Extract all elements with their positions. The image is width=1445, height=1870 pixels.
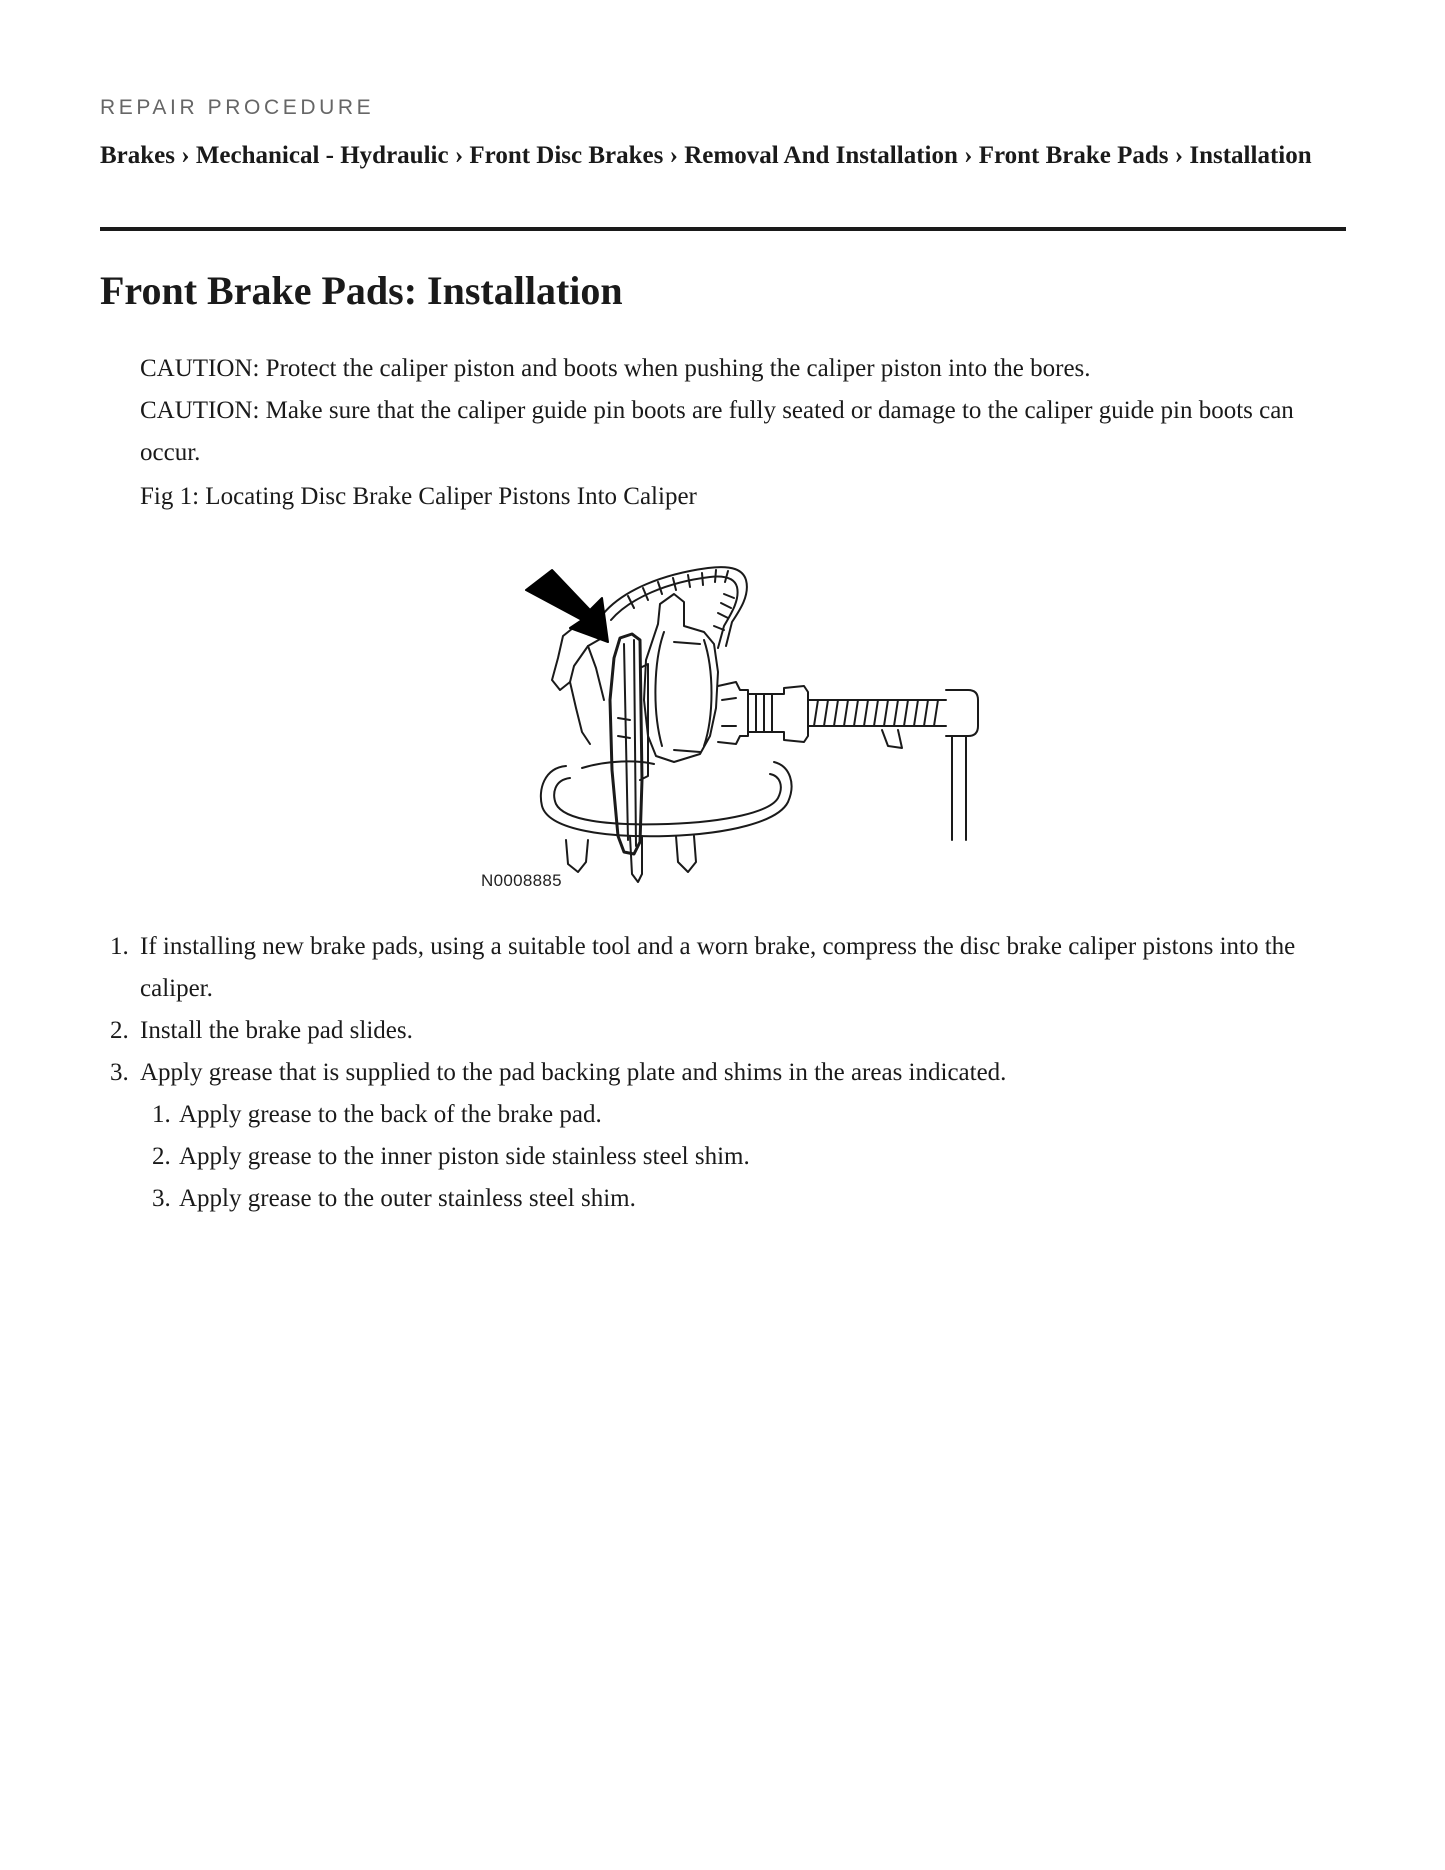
step-number: 1. <box>110 933 129 960</box>
substep-text: Apply grease to the inner piston side stainless steel shim. <box>179 1143 750 1170</box>
step-number: 3. <box>110 1059 129 1086</box>
breadcrumb-item-mechanical-hydraulic[interactable]: Mechanical - Hydraulic <box>195 142 449 169</box>
list-item <box>110 926 1345 1010</box>
breadcrumb-item-installation: Installation <box>1189 142 1312 169</box>
page-title: Front Brake Pads: Installation <box>100 268 623 313</box>
list-item <box>110 1010 1345 1052</box>
substeps-list <box>140 1094 1345 1220</box>
breadcrumb-separator: › <box>964 142 973 169</box>
figure-caption: Fig 1: Locating Disc Brake Caliper Pistons Into Caliper <box>140 483 697 510</box>
breadcrumb-separator: › <box>454 142 464 169</box>
substep-text: Apply grease to the back of the brake pad. <box>179 1101 602 1128</box>
breadcrumb-separator: › <box>1174 142 1184 169</box>
substep-number: 1. <box>152 1101 171 1128</box>
figure-code: N0008885 <box>481 871 562 890</box>
step-number: 2. <box>110 1017 129 1044</box>
breadcrumb-item-removal-and-installation[interactable]: Removal And Installation <box>684 142 958 169</box>
caution-piston: CAUTION: Protect the caliper piston and boots when pushing the caliper piston into the bores. <box>140 355 1091 382</box>
breadcrumb <box>100 136 1345 175</box>
substep-text: Apply grease to the outer stainless steel shim. <box>179 1185 636 1212</box>
list-item <box>140 1136 1345 1178</box>
procedure-steps <box>110 926 1345 1220</box>
breadcrumb-item-front-disc-brakes[interactable]: Front Disc Brakes <box>469 142 664 169</box>
caution-guide-pin: CAUTION: Make sure that the caliper guide pin boots are fully seated or damage to the caliper guide pin boots can occur. <box>140 397 1294 466</box>
list-item <box>110 1052 1345 1220</box>
list-item <box>140 1094 1345 1136</box>
substep-number: 3. <box>152 1185 171 1212</box>
header-divider <box>100 227 1346 231</box>
step-text: If installing new brake pads, using a suitable tool and a worn brake, compress the disc brake caliper pistons into the caliper. <box>140 933 1296 1002</box>
caliper-compression-illustration <box>478 540 1118 900</box>
list-item <box>140 1178 1345 1220</box>
breadcrumb-item-brakes[interactable]: Brakes <box>100 142 175 169</box>
breadcrumb-separator: › <box>669 142 678 169</box>
step-text: Install the brake pad slides. <box>140 1017 413 1044</box>
breadcrumb-separator: › <box>181 142 190 169</box>
step-text: Apply grease that is supplied to the pad backing plate and shims in the areas indicated. <box>140 1059 1007 1086</box>
breadcrumb-item-front-brake-pads[interactable]: Front Brake Pads <box>978 142 1169 169</box>
section-kicker: REPAIR PROCEDURE <box>100 96 375 119</box>
substep-number: 2. <box>152 1143 171 1170</box>
